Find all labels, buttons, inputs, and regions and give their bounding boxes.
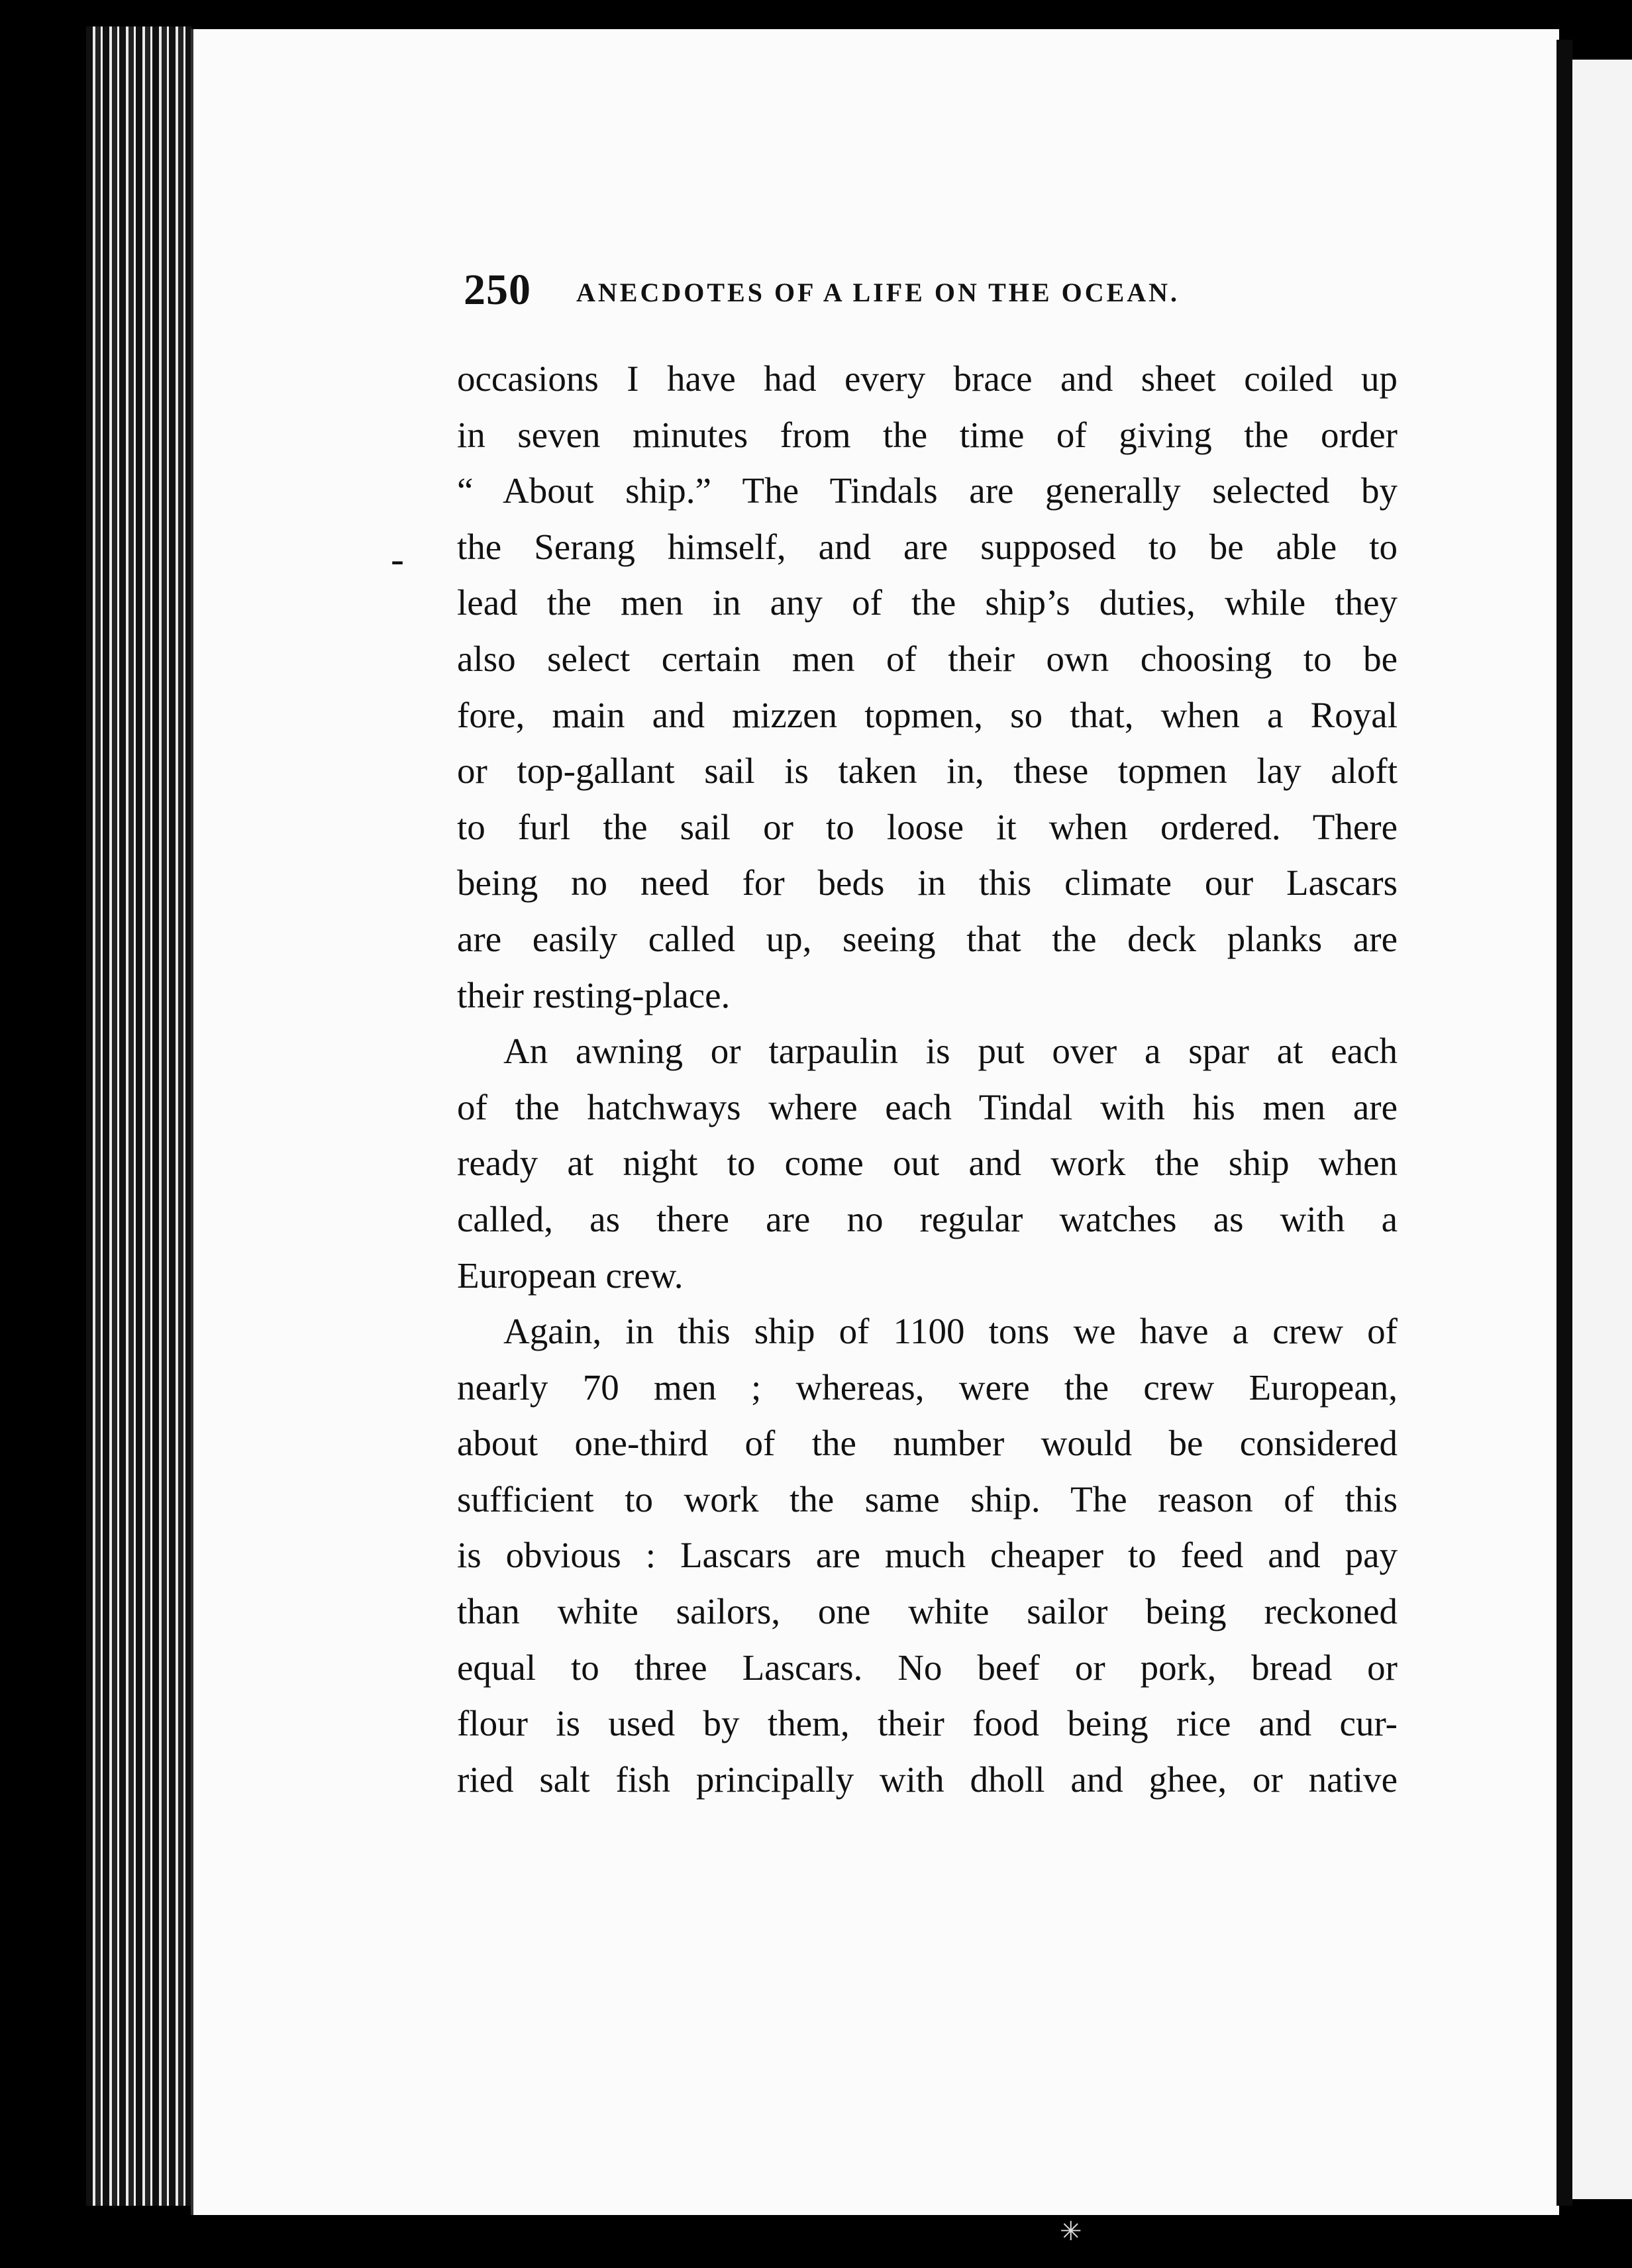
text-line: being no need for beds in this climate our Lascars [457,862,1398,903]
text-line: ried salt fish principally with dholl and ghee, or native [457,1759,1398,1800]
text-line: sufficient to work the same ship. The reason of this [457,1478,1398,1520]
body-text [457,351,1398,1808]
text-line: fore, main and mizzen topmen, so that, when a Royal [457,694,1398,735]
text-line: Again, in this ship of 1100 tons we have a crew of [503,1311,1398,1352]
text-line: also select certain men of their own choosing to be [457,638,1398,679]
text-line: their resting-place. [457,974,731,1015]
scan-artifact: ✳ [1060,2216,1082,2246]
text-line: equal to three Lascars. No beef or pork, bread or [457,1647,1398,1688]
text-line: nearly 70 men ; whereas, were the crew European, [457,1366,1398,1408]
text-line: than white sailors, one white sailor being reckoned [457,1591,1398,1632]
text-line: lead the men in any of the ship’s duties, while they [457,582,1398,623]
text-line: ready at night to come out and work the ship when [457,1143,1398,1184]
text-line: of the hatchways where each Tindal with his men are [457,1086,1398,1127]
text-line: the Serang himself, and are supposed to be able to [457,526,1398,567]
text-line: or top-gallant sail is taken in, these topmen lay aloft [457,750,1398,792]
text-line: An awning or tarpaulin is put over a spar at each [503,1031,1398,1072]
text-line: to furl the sail or to loose it when ordered. There [457,806,1398,847]
book-page-edges [86,26,192,2206]
text-line: in seven minutes from the time of giving the order [457,414,1398,455]
text-line: called, as there are no regular watches as with a [457,1198,1398,1239]
text-line: occasions I have had every brace and sheet coiled up [457,358,1398,399]
text-line: about one-third of the number would be considered [457,1423,1398,1464]
facing-page-edge [1572,60,1632,2199]
text-line: “ About ship.” The Tindals are generally selected by [457,470,1398,511]
page-gutter [1556,40,1572,2206]
text-line: is obvious : Lascars are much cheaper to feed and pay [457,1535,1398,1576]
text-line: flour is used by them, their food being rice and cur- [457,1703,1398,1744]
page-number: 250 [464,266,531,314]
text-line: are easily called up, seeing that the deck planks are [457,918,1398,959]
margin-ink-mark: - [391,537,404,581]
text-line: European crew. [457,1255,684,1296]
running-head: ANECDOTES OF A LIFE ON THE OCEAN. [576,278,1180,307]
page-header [464,265,1417,318]
